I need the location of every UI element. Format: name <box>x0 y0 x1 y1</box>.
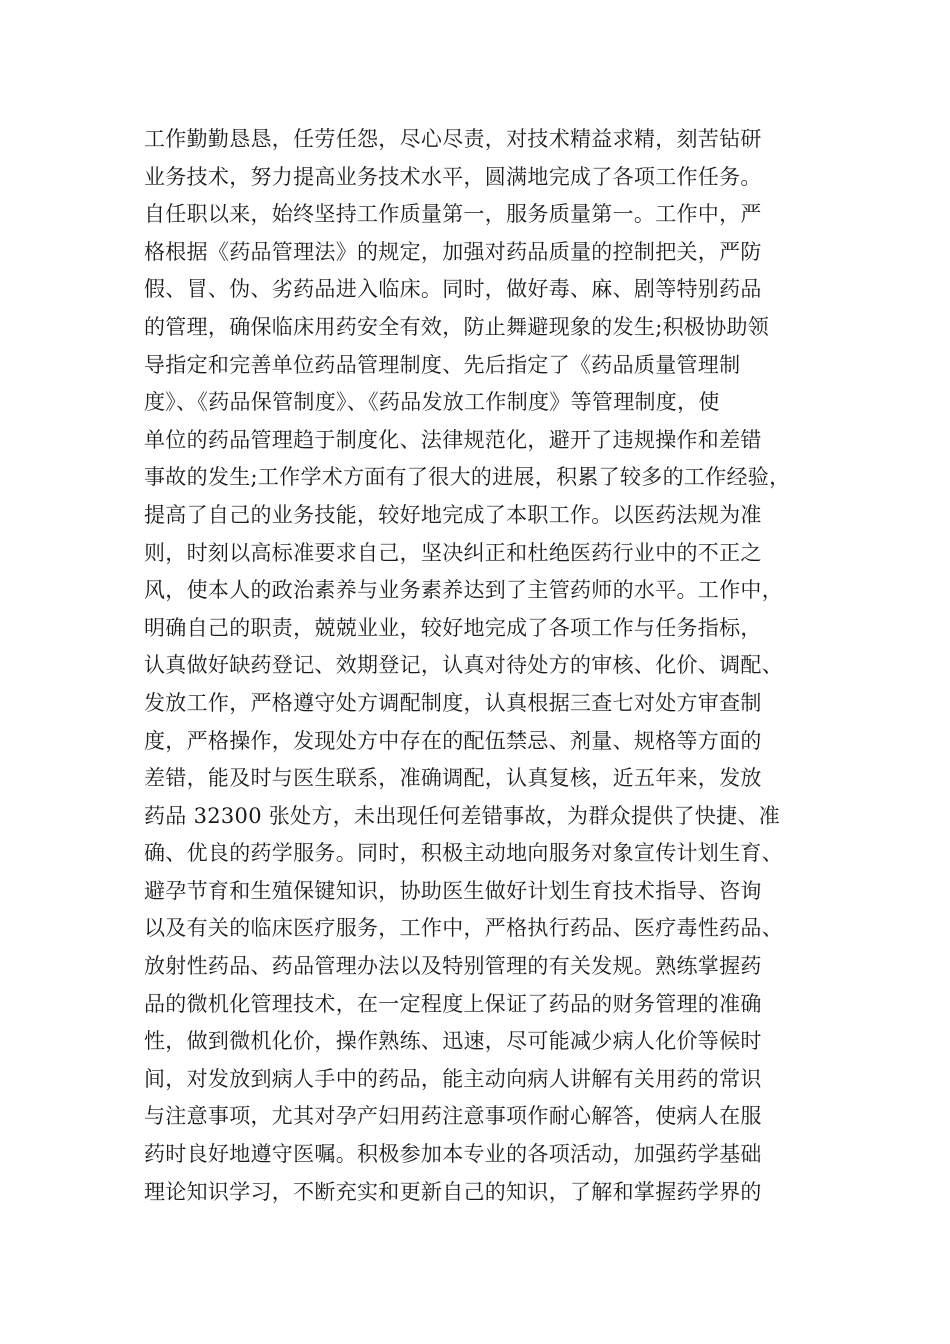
text-line: 单位的药品管理趋于制度化、法律规范化，避开了违规操作和差错 <box>144 427 762 452</box>
text-line: 间，对发放到病人手中的药品，能主动向病人讲解有关用药的常识 <box>144 1066 762 1091</box>
text-line: 则，时刻以高标准要求自己，坚决纠正和杜绝医药行业中的不正之 <box>144 540 762 565</box>
text-line: 风，使本人的政治素养与业务素养达到了主管药师的水平。工作中， <box>144 578 783 603</box>
text-line: 品的微机化管理技术，在一定程度上保证了药品的财务管理的准确 <box>144 991 762 1016</box>
text-line: 以及有关的临床医疗服务，工作中，严格执行药品、医疗毒性药品、 <box>144 916 783 941</box>
text-line: 自任职以来，始终坚持工作质量第一，服务质量第一。工作中，严 <box>144 202 762 227</box>
text-line: 性，做到微机化价，操作熟练、迅速，尽可能减少病人化价等候时 <box>144 1029 762 1054</box>
text-line: 药时良好地遵守医嘱。积极参加本专业的各项活动，加强药学基础 <box>144 1142 762 1167</box>
text-line: 格根据《药品管理法》的规定，加强对药品质量的控制把关，严防 <box>144 239 762 264</box>
text-line: 度》、《药品保管制度》、《药品发放工作制度》等管理制度，使 <box>144 390 720 415</box>
text-line: 假、冒、伪、劣药品进入临床。同时，做好毒、麻、剧等特别药品 <box>144 277 762 302</box>
text-line: 认真做好缺药登记、效期登记，认真对待处方的审核、化价、调配、 <box>144 653 783 678</box>
text-line: 度，严格操作，发现处方中存在的配伍禁忌、剂量、规格等方面的 <box>144 728 762 753</box>
text-line: 发放工作，严格遵守处方调配制度，认真根据三查七对处方审查制 <box>144 690 762 715</box>
text-line: 药品 32300 张处方，未出现任何差错事故，为群众提供了快捷、准 <box>144 803 781 828</box>
text-line: 放射性药品、药品管理办法以及特别管理的有关发规。熟练掌握药 <box>144 954 762 979</box>
text-line: 提高了自己的业务技能，较好地完成了本职工作。以医药法规为准 <box>144 502 762 527</box>
text-line: 差错，能及时与医生联系，准确调配，认真复核，近五年来，发放 <box>144 766 762 791</box>
text-line: 避孕节育和生殖保键知识，协助医生做好计划生育技术指导、咨询 <box>144 878 762 903</box>
text-line: 业务技术，努力提高业务技术水平，圆满地完成了各项工作任务。 <box>144 164 762 189</box>
text-line: 理论知识学习，不断充实和更新自己的知识，了解和掌握药学界的 <box>144 1179 762 1204</box>
text-line: 的管理，确保临床用药安全有效，防止舞避现象的发生;积极协助领 <box>144 314 770 339</box>
text-line: 确、优良的药学服务。同时，积极主动地向服务对象宣传计划生育、 <box>144 841 783 866</box>
text-line: 与注意事项，尤其对孕产妇用药注意事项作耐心解答，使病人在服 <box>144 1104 762 1129</box>
text-line: 明确自己的职责，兢兢业业，较好地完成了各项工作与任务指标， <box>144 615 762 640</box>
body-text <box>144 121 844 1211</box>
text-line: 导指定和完善单位药品管理制度、先后指定了《药品质量管理制 <box>144 352 741 377</box>
text-line: 工作勤勤恳恳，任劳任怨，尽心尽责，对技术精益求精，刻苦钻研 <box>144 127 762 151</box>
text-line: 事故的发生;工作学术方面有了很大的进展，积累了较多的工作经验， <box>144 465 791 490</box>
